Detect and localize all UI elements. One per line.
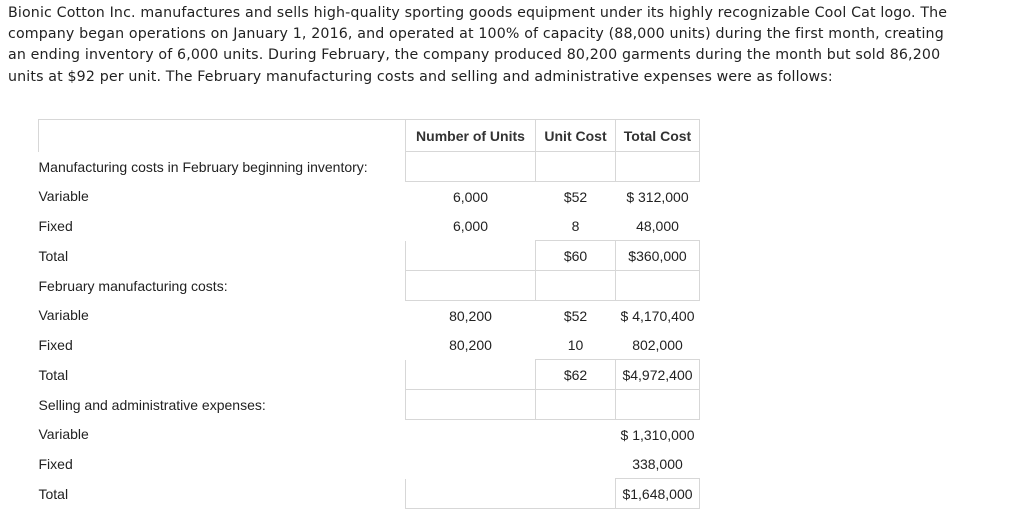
- units-cell: 6,000: [452, 188, 489, 205]
- units-cell: [406, 241, 536, 271]
- table-row: [39, 449, 700, 479]
- units-cell: 80,200: [449, 336, 492, 353]
- total-cost-cell: $4,972,400: [616, 360, 700, 390]
- total-cost-cell: $1,648,000: [616, 479, 700, 509]
- units-cell: [406, 271, 536, 301]
- units-cell: [406, 360, 536, 390]
- row-label: Fixed: [38, 455, 73, 472]
- table-row: [39, 182, 700, 212]
- header-blank-cell: [39, 120, 406, 152]
- total-cost-cell: $ 312,000: [626, 188, 689, 205]
- total-cost-cell: [616, 271, 700, 301]
- total-label: Total: [39, 479, 406, 509]
- header-total-cost: Total Cost: [616, 120, 700, 152]
- total-cost-cell: [616, 152, 700, 182]
- problem-line: an ending inventory of 6,000 units. During February, the company produced 80,200 garments during the month but sold 86,200: [8, 47, 941, 64]
- unit-cost-cell: $62: [536, 360, 616, 390]
- section-label: Selling and administrative expenses:: [39, 390, 406, 420]
- unit-cost-cell: $52: [563, 307, 588, 324]
- header-unit-cost: Unit Cost: [536, 120, 616, 152]
- total-cost-cell: $360,000: [616, 241, 700, 271]
- problem-statement: [8, 3, 1020, 88]
- unit-cost-cell: [536, 479, 616, 509]
- units-cell: [406, 152, 536, 182]
- unit-cost-cell: $52: [563, 188, 588, 205]
- row-label: Variable: [38, 426, 89, 443]
- table-row: [39, 271, 700, 301]
- table-row: [39, 330, 700, 360]
- table-row: [39, 479, 700, 509]
- row-label: Fixed: [38, 217, 73, 234]
- table-row: [39, 301, 700, 331]
- problem-line: company began operations on January 1, 2016, and operated at 100% of capacity (88,000 units) during the first month, creating: [8, 26, 944, 43]
- units-cell: [406, 420, 536, 450]
- units-cell: 80,200: [449, 307, 492, 324]
- total-cost-cell: 338,000: [632, 455, 683, 472]
- table-row: [39, 152, 700, 182]
- total-label: Total: [39, 241, 406, 271]
- unit-cost-cell: 8: [571, 217, 580, 234]
- unit-cost-cell: [536, 271, 616, 301]
- row-label: Variable: [38, 307, 89, 324]
- unit-cost-cell: [536, 449, 616, 479]
- total-cost-cell: 48,000: [636, 217, 679, 234]
- row-label: Fixed: [38, 336, 73, 353]
- table-row: [39, 211, 700, 241]
- problem-line: Bionic Cotton Inc. manufactures and sells high-quality sporting goods equipment under its highly recognizable Cool Cat logo. The: [8, 5, 948, 21]
- units-cell: [406, 449, 536, 479]
- section-label: Manufacturing costs in February beginning inventory:: [39, 152, 406, 182]
- total-cost-cell: $ 1,310,000: [620, 426, 695, 443]
- section-label: February manufacturing costs:: [39, 271, 406, 301]
- total-cost-cell: 802,000: [632, 336, 683, 353]
- table-row: [39, 390, 700, 420]
- cost-table: [38, 119, 700, 509]
- total-cost-cell: [616, 390, 700, 420]
- unit-cost-cell: 10: [567, 336, 584, 353]
- table-row: [39, 360, 700, 390]
- units-cell: [406, 479, 536, 509]
- table-header-row: [39, 120, 700, 152]
- total-cost-cell: $ 4,170,400: [620, 307, 695, 324]
- unit-cost-cell: [536, 390, 616, 420]
- table-row: [39, 241, 700, 271]
- unit-cost-cell: [536, 420, 616, 450]
- header-number-of-units: Number of Units: [406, 120, 536, 152]
- problem-line: units at $92 per unit. The February manufacturing costs and selling and administrative expenses were as follows:: [8, 68, 833, 85]
- units-cell: 6,000: [452, 217, 489, 234]
- row-label: Variable: [38, 188, 89, 205]
- units-cell: [406, 390, 536, 420]
- total-label: Total: [39, 360, 406, 390]
- table-row: [39, 420, 700, 450]
- unit-cost-cell: [536, 152, 616, 182]
- unit-cost-cell: $60: [536, 241, 616, 271]
